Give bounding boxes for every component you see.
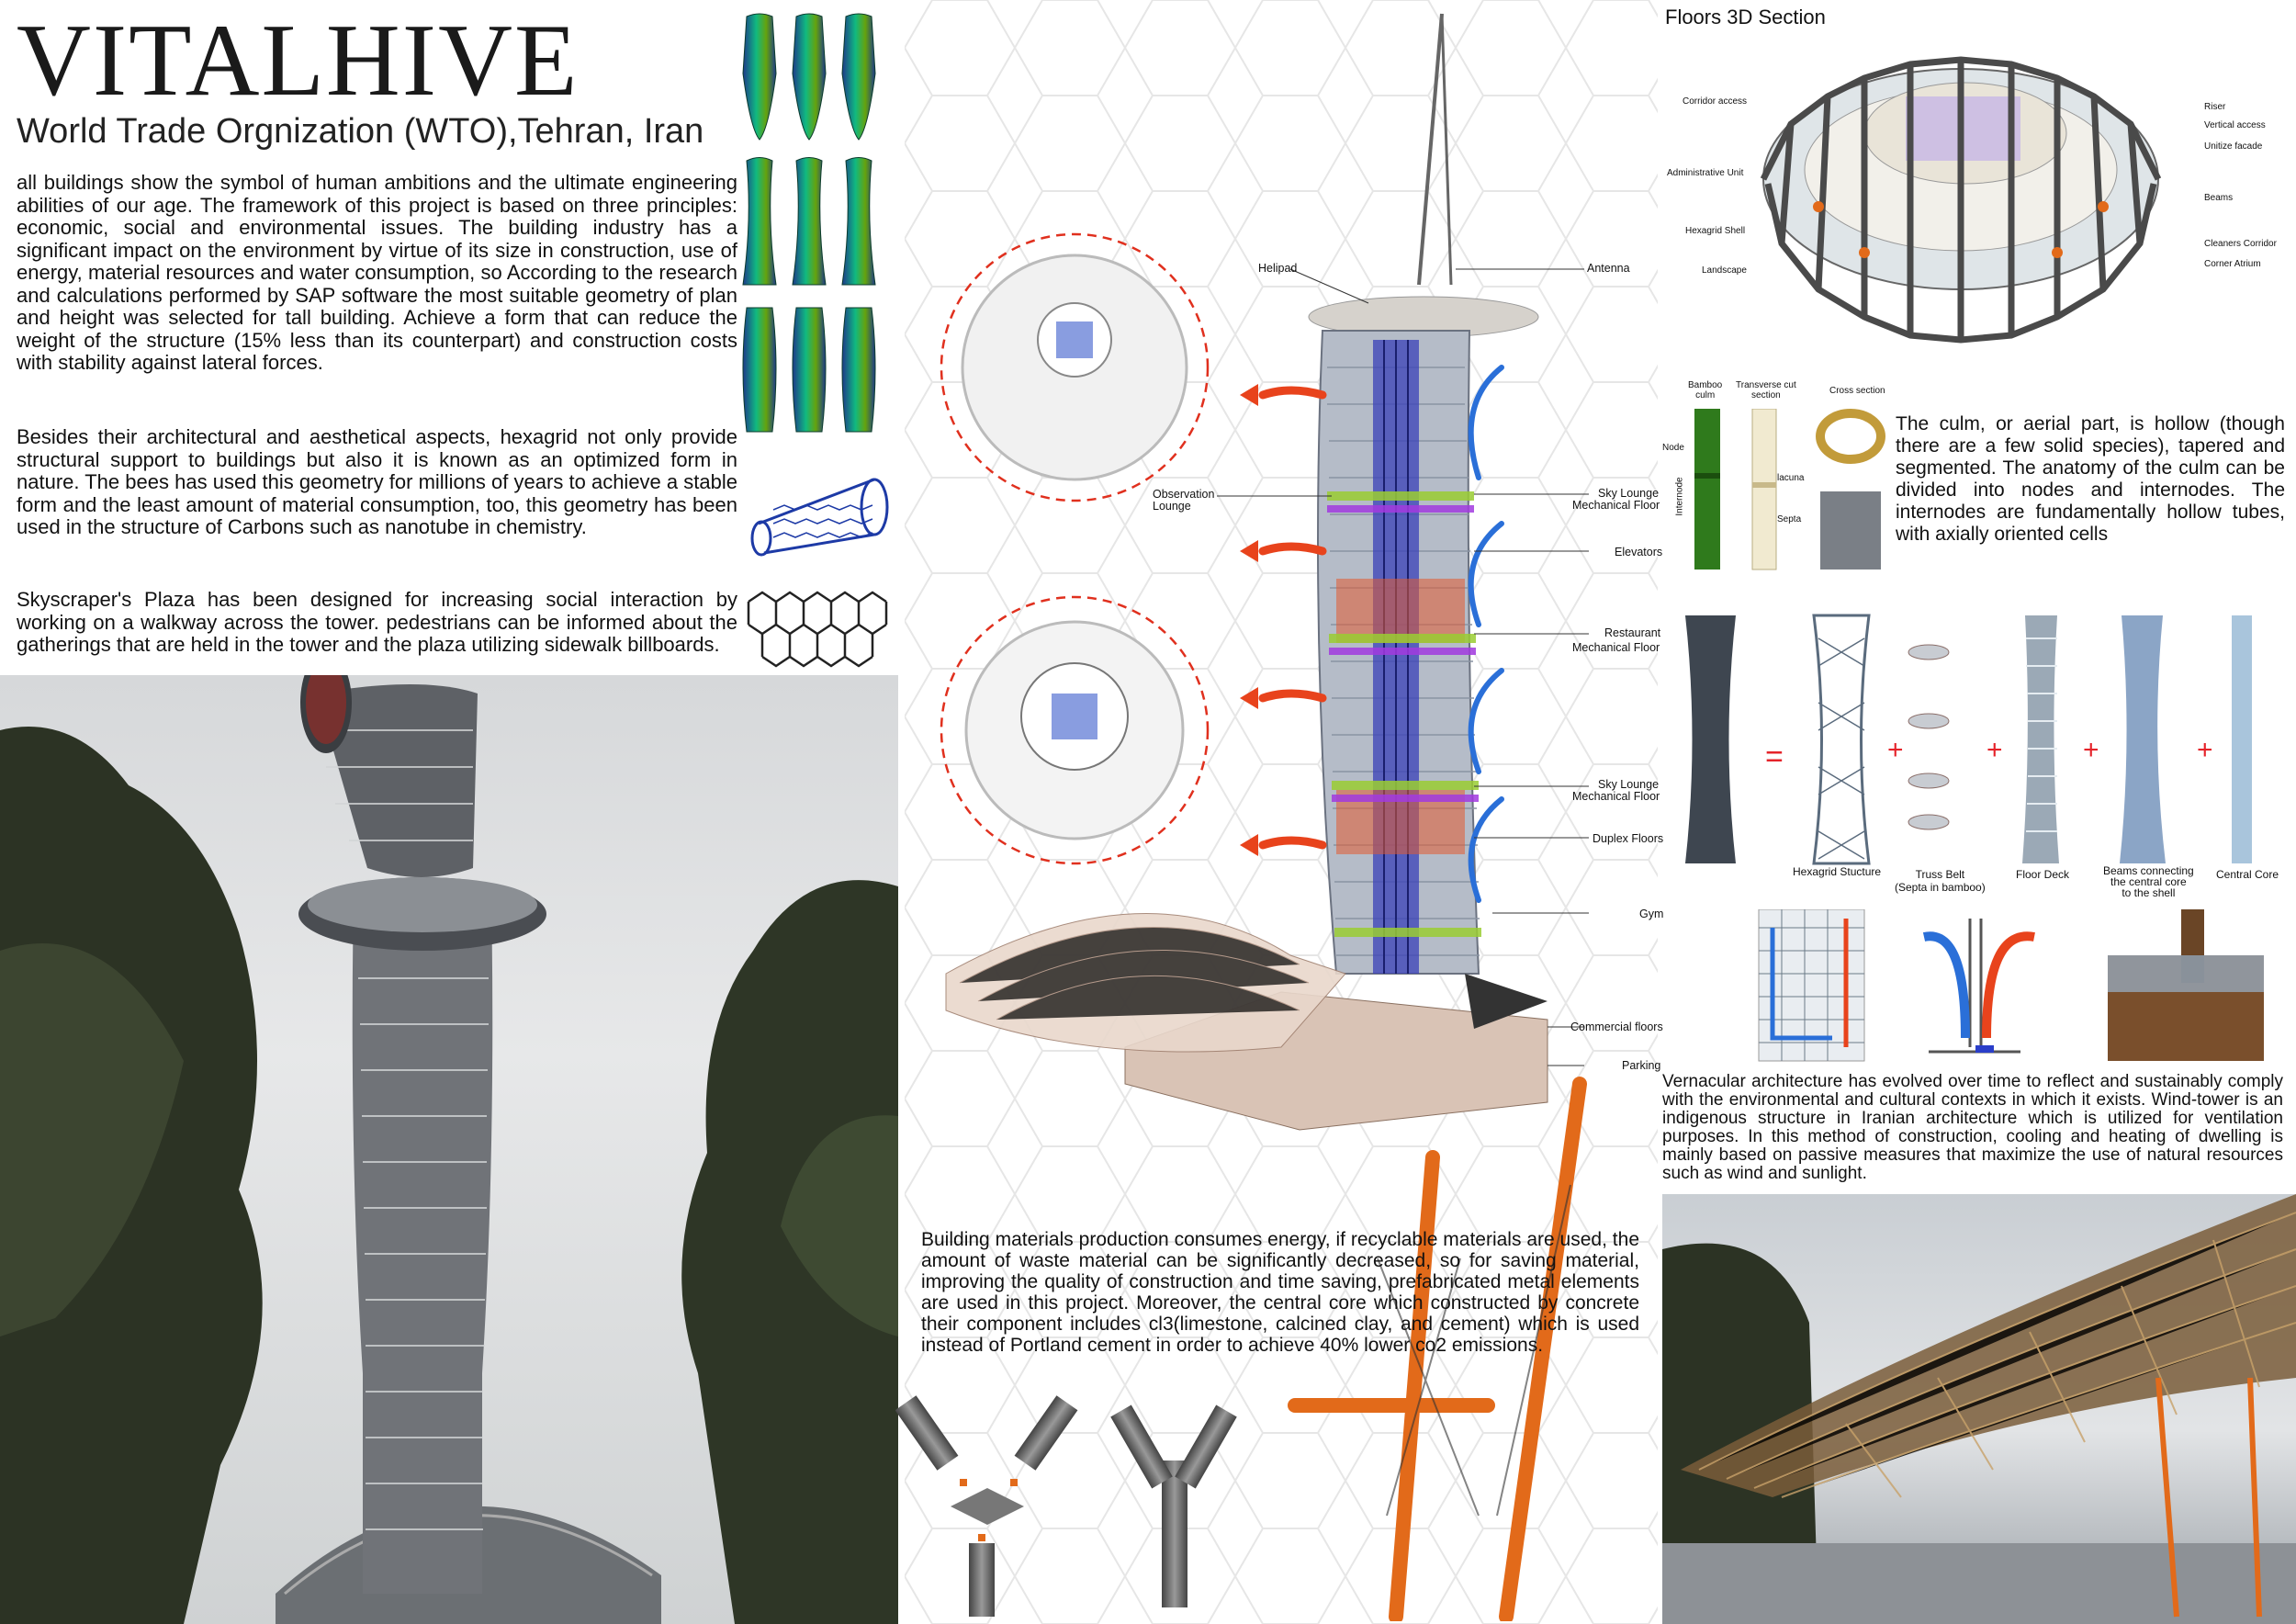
label-helipad: Helipad xyxy=(1258,262,1298,275)
floors-label-beams: Beams xyxy=(2204,193,2234,203)
project-title: VITALHIVE xyxy=(17,4,580,118)
bamboo-label-transverse: Transverse cut section xyxy=(1736,380,1796,400)
floors-label-corner-atrium: Corner Atrium xyxy=(2204,259,2261,269)
floors-3d-section-render xyxy=(1745,23,2177,367)
label-elevators: Elevators xyxy=(1615,546,1663,558)
carbon-nanotube-icon xyxy=(746,468,893,560)
floors-label-cleaners-corridor: Cleaners Corridor xyxy=(2204,239,2277,249)
plus-sign-1: + xyxy=(1887,735,1904,765)
materials-paragraph: Building materials production consumes energy, if recyclable materials are used, the amount of waste material can be significantly decreased, so for saving material, improving the quality of construction and time saving, prefabricated metal elements are used in this project. Moreover, the central core which constructed by concrete their component includes cl3(limestone, calcined clay, and cement) which is used instead of Portland cement in order to achieve 40% lower co2 emissions. xyxy=(921,1229,1639,1356)
plaza-canopy-render xyxy=(1662,1194,2296,1624)
tower-cutaway-diagram xyxy=(905,0,1661,1231)
floors-label-corridor-access: Corridor access xyxy=(1683,96,1748,107)
bamboo-anatomy-illustration xyxy=(1690,409,1896,574)
label-parking: Parking xyxy=(1622,1059,1661,1072)
label-sky-lounge-1: Sky Lounge xyxy=(1598,487,1660,500)
label-mechanical-floor-1: Mechanical Floor xyxy=(1572,499,1660,512)
bamboo-paragraph: The culm, or aerial part, is hollow (though there are a few solid species), tapered and segmented. The anatomy of the culm can be divided into nodes and internodes. The internodes are fundamentally hollow tubes, with axially oriented cells xyxy=(1896,413,2285,545)
bamboo-label-cross-section: Cross section xyxy=(1829,386,1885,396)
tower-exterior-render xyxy=(0,675,898,1624)
plus-sign-2: + xyxy=(1986,735,2003,765)
eq-label-floor-deck: Floor Deck xyxy=(2016,868,2070,881)
project-subtitle: World Trade Orgnization (WTO),Tehran, Iran xyxy=(17,112,704,151)
label-gym: Gym xyxy=(1639,908,1664,920)
connector-node-renders xyxy=(895,1387,1281,1621)
label-mechanical-floor-2: Mechanical Floor xyxy=(1572,641,1660,654)
floors-label-riser: Riser xyxy=(2204,102,2226,112)
label-restaurant: Restaurant xyxy=(1604,626,1661,639)
bamboo-label-septa: Septa xyxy=(1777,514,1802,524)
equals-sign: = xyxy=(1765,739,1784,774)
label-commercial-floors: Commercial floors xyxy=(1570,1021,1663,1033)
floors-label-vertical-access: Vertical access xyxy=(2204,120,2266,130)
bamboo-label-lacuna: lacuna xyxy=(1777,473,1805,483)
label-mechanical-floor-3: Mechanical Floor xyxy=(1572,790,1660,803)
label-observation-lounge: Observation Lounge xyxy=(1153,488,1215,513)
wind-tower-ventilation-diagrams xyxy=(1750,909,2282,1066)
floors-section-title: Floors 3D Section xyxy=(1665,6,1826,28)
eq-label-hexagrid: Hexagrid Stucture xyxy=(1793,865,1882,878)
hexagon-lattice-icon xyxy=(739,579,895,671)
plus-sign-4: + xyxy=(2197,735,2213,765)
vernacular-paragraph: Vernacular architecture has evolved over time to reflect and sustainably comply with the environmental and cultural contexts in which it exists. Wind-tower is an indigenous structure in Iranian architecture which is utilized for ventilation purposes. In this method of construction, cooling and heating of dwelling is mainly based on passive measures that maximize the use of natural resources such as wind and sunlight. xyxy=(1662,1072,2283,1183)
eq-label-central-core: Central Core xyxy=(2216,868,2279,881)
bamboo-label-culm: Bamboo culm xyxy=(1688,380,1723,400)
hexagrid-analysis-models xyxy=(739,9,900,441)
bamboo-label-internode: Internode xyxy=(1674,477,1685,516)
floors-label-administrative-unit: Administrative Unit xyxy=(1667,168,1744,178)
floors-label-hexagrid-shell: Hexagrid Shell xyxy=(1685,226,1746,236)
floors-label-landscape: Landscape xyxy=(1702,265,1747,276)
eq-label-truss-belt: Truss Belt (Septa in bamboo) xyxy=(1895,868,1986,894)
bamboo-label-node: Node xyxy=(1662,443,1684,453)
floors-label-unitize-facade: Unitize facade xyxy=(2204,141,2263,152)
plus-sign-3: + xyxy=(2083,735,2099,765)
intro-paragraph-1: all buildings show the symbol of human ambitions and the ultimate engineering abilities of our age. The framework of this project is based on three principles: economic, social and environmental issues. The building industry has a significant impact on the environment by virtue of its size in construction, use of energy, material resources and water consumption, so According to the research and calculations performed by SAP software the most suitable geometry of plan and height was selected for tall building. Achieve a form that can reduce the weight of the structure (15% less than its counterpart) and construction costs with stability against lateral forces. xyxy=(17,171,737,374)
intro-paragraph-3: Skyscraper's Plaza has been designed for increasing social interaction by working on a walkway across the tower. pedestrians can be informed about the gatherings that are held in the tower and the plaza utilizing sidewalk billboards. xyxy=(17,588,737,656)
label-antenna: Antenna xyxy=(1587,262,1630,275)
eq-label-beams: Beams connecting the central core to the shell xyxy=(2103,864,2194,899)
label-duplex-floors: Duplex Floors xyxy=(1593,832,1664,845)
intro-paragraph-2: Besides their architectural and aesthetical aspects, hexagrid not only provide structural support to buildings but also it is known as an optimized form in nature. The bees has used this geometry for millions of years to achieve a stable form and the least amount of material consumption, too, this geometry has been used in the structure of Carbons such as nanotube in chemistry. xyxy=(17,425,737,538)
label-sky-lounge-2: Sky Lounge xyxy=(1598,778,1660,791)
